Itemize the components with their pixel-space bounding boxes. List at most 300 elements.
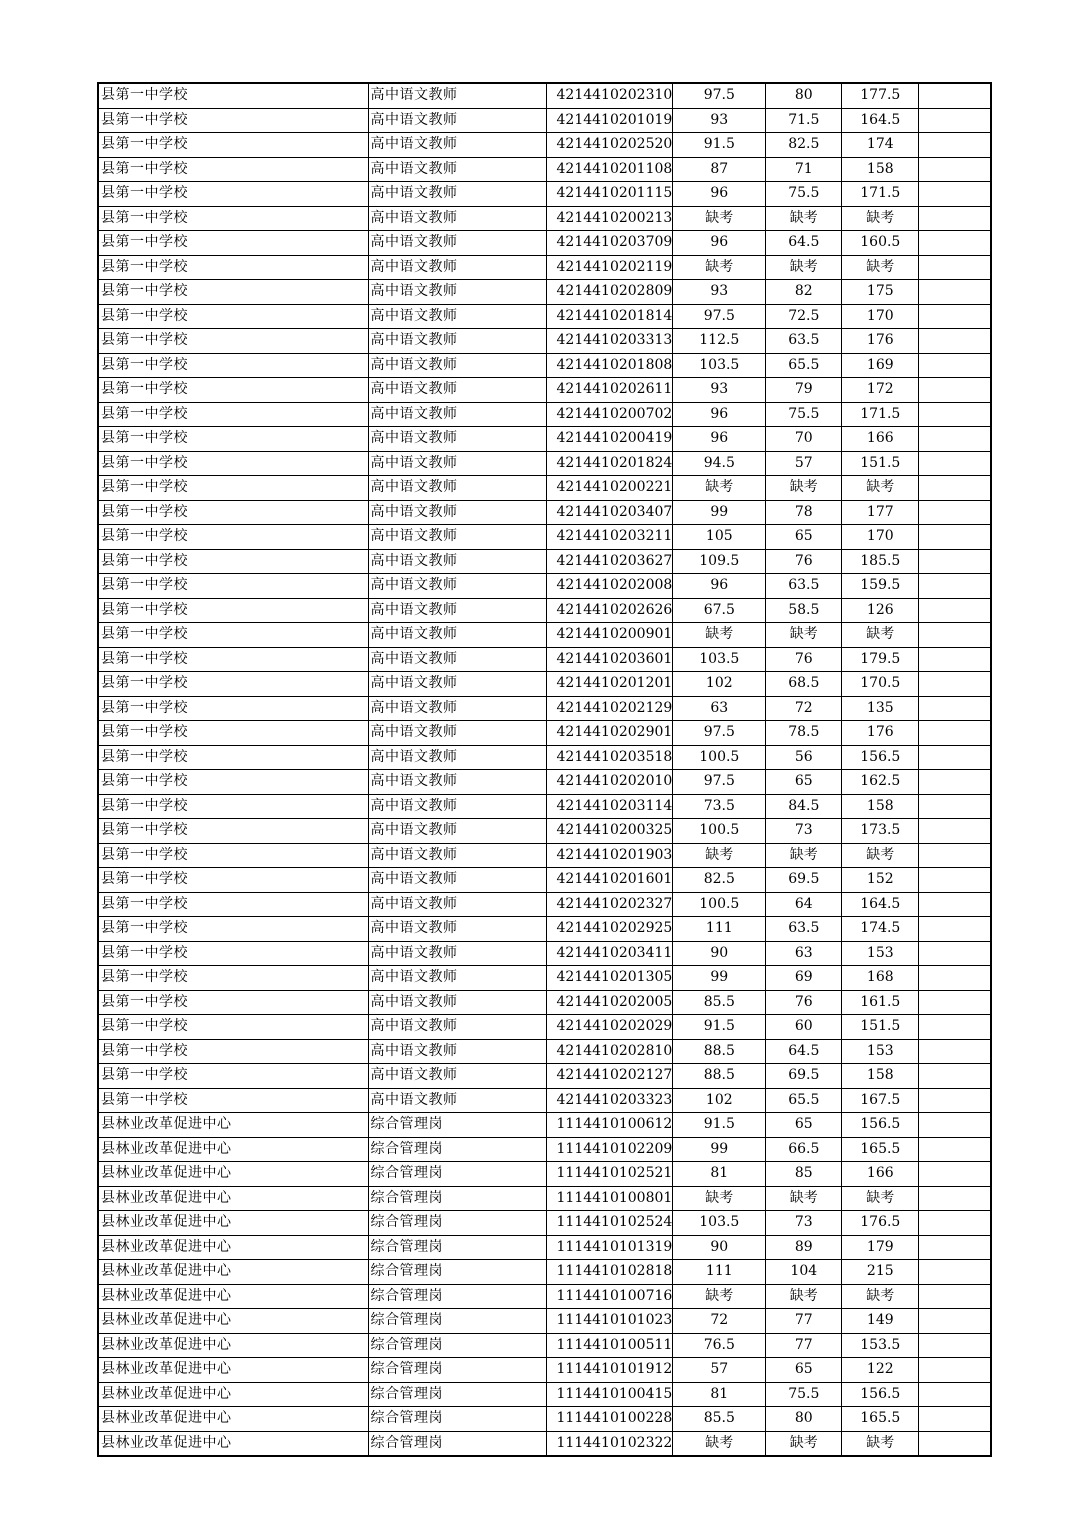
unit-cell: 县第一中学校	[98, 745, 368, 770]
remark-cell	[919, 1235, 991, 1260]
position-cell: 高中语文教师	[368, 231, 546, 256]
table-row	[98, 353, 991, 378]
interview-score-cell: 63.5	[766, 329, 842, 354]
position-cell: 高中语文教师	[368, 696, 546, 721]
unit-cell: 县第一中学校	[98, 598, 368, 623]
written-score-cell: 缺考	[673, 843, 766, 868]
table-row	[98, 1407, 991, 1432]
exam-id-cell: 1114410100801	[546, 1186, 673, 1211]
remark-cell	[919, 255, 991, 280]
remark-cell	[919, 843, 991, 868]
written-score-cell: 72	[673, 1309, 766, 1334]
position-cell: 高中语文教师	[368, 892, 546, 917]
total-score-cell: 161.5	[842, 990, 919, 1015]
remark-cell	[919, 476, 991, 501]
table-row	[98, 304, 991, 329]
interview-score-cell: 65	[766, 770, 842, 795]
remark-cell	[919, 500, 991, 525]
table-row	[98, 1260, 991, 1285]
exam-id-cell: 1114410100612	[546, 1113, 673, 1138]
total-score-cell: 170	[842, 525, 919, 550]
total-score-cell: 185.5	[842, 549, 919, 574]
total-score-cell: 缺考	[842, 1186, 919, 1211]
remark-cell	[919, 1284, 991, 1309]
exam-id-cell: 4214410203407	[546, 500, 673, 525]
exam-id-cell: 4214410200702	[546, 402, 673, 427]
interview-score-cell: 89	[766, 1235, 842, 1260]
position-cell: 高中语文教师	[368, 966, 546, 991]
position-cell: 高中语文教师	[368, 623, 546, 648]
unit-cell: 县第一中学校	[98, 157, 368, 182]
exam-id-cell: 4214410201201	[546, 672, 673, 697]
table-row	[98, 1431, 991, 1456]
exam-id-cell: 4214410203411	[546, 941, 673, 966]
table-row	[98, 549, 991, 574]
remark-cell	[919, 1039, 991, 1064]
remark-cell	[919, 1015, 991, 1040]
table-row	[98, 206, 991, 231]
remark-cell	[919, 868, 991, 893]
position-cell: 综合管理岗	[368, 1260, 546, 1285]
written-score-cell: 82.5	[673, 868, 766, 893]
remark-cell	[919, 231, 991, 256]
remark-cell	[919, 549, 991, 574]
total-score-cell: 缺考	[842, 843, 919, 868]
table-row	[98, 1382, 991, 1407]
unit-cell: 县林业改革促进中心	[98, 1113, 368, 1138]
exam-id-cell: 4214410202127	[546, 1064, 673, 1089]
position-cell: 高中语文教师	[368, 672, 546, 697]
written-score-cell: 96	[673, 427, 766, 452]
interview-score-cell: 76	[766, 990, 842, 1015]
written-score-cell: 缺考	[673, 623, 766, 648]
total-score-cell: 158	[842, 1064, 919, 1089]
unit-cell: 县第一中学校	[98, 868, 368, 893]
exam-id-cell: 4214410200325	[546, 819, 673, 844]
table-row	[98, 917, 991, 942]
total-score-cell: 153	[842, 941, 919, 966]
unit-cell: 县第一中学校	[98, 231, 368, 256]
table-row	[98, 157, 991, 182]
remark-cell	[919, 304, 991, 329]
total-score-cell: 153.5	[842, 1333, 919, 1358]
total-score-cell: 缺考	[842, 1431, 919, 1456]
written-score-cell: 93	[673, 378, 766, 403]
exam-id-cell: 1114410102209	[546, 1137, 673, 1162]
position-cell: 综合管理岗	[368, 1211, 546, 1236]
remark-cell	[919, 794, 991, 819]
written-score-cell: 缺考	[673, 1431, 766, 1456]
remark-cell	[919, 83, 991, 108]
exam-id-cell: 4214410201808	[546, 353, 673, 378]
table-row	[98, 892, 991, 917]
remark-cell	[919, 745, 991, 770]
interview-score-cell: 63.5	[766, 917, 842, 942]
table-row	[98, 500, 991, 525]
unit-cell: 县林业改革促进中心	[98, 1260, 368, 1285]
total-score-cell: 215	[842, 1260, 919, 1285]
interview-score-cell: 56	[766, 745, 842, 770]
interview-score-cell: 65	[766, 525, 842, 550]
table-row	[98, 770, 991, 795]
unit-cell: 县林业改革促进中心	[98, 1137, 368, 1162]
remark-cell	[919, 1358, 991, 1383]
remark-cell	[919, 721, 991, 746]
remark-cell	[919, 574, 991, 599]
unit-cell: 县第一中学校	[98, 892, 368, 917]
written-score-cell: 111	[673, 1260, 766, 1285]
position-cell: 综合管理岗	[368, 1407, 546, 1432]
exam-id-cell: 4214410203313	[546, 329, 673, 354]
remark-cell	[919, 427, 991, 452]
total-score-cell: 170.5	[842, 672, 919, 697]
interview-score-cell: 68.5	[766, 672, 842, 697]
written-score-cell: 99	[673, 500, 766, 525]
exam-id-cell: 1114410102521	[546, 1162, 673, 1187]
remark-cell	[919, 206, 991, 231]
interview-score-cell: 缺考	[766, 843, 842, 868]
written-score-cell: 85.5	[673, 990, 766, 1015]
interview-score-cell: 71	[766, 157, 842, 182]
position-cell: 综合管理岗	[368, 1113, 546, 1138]
table-row	[98, 83, 991, 108]
total-score-cell: 165.5	[842, 1407, 919, 1432]
total-score-cell: 177	[842, 500, 919, 525]
remark-cell	[919, 133, 991, 158]
total-score-cell: 175	[842, 280, 919, 305]
interview-score-cell: 77	[766, 1309, 842, 1334]
total-score-cell: 149	[842, 1309, 919, 1334]
unit-cell: 县林业改革促进中心	[98, 1382, 368, 1407]
written-score-cell: 87	[673, 157, 766, 182]
written-score-cell: 97.5	[673, 304, 766, 329]
unit-cell: 县第一中学校	[98, 378, 368, 403]
table-row	[98, 1039, 991, 1064]
exam-id-cell: 4214410202611	[546, 378, 673, 403]
unit-cell: 县第一中学校	[98, 280, 368, 305]
position-cell: 高中语文教师	[368, 917, 546, 942]
position-cell: 综合管理岗	[368, 1137, 546, 1162]
unit-cell: 县第一中学校	[98, 304, 368, 329]
exam-id-cell: 4214410202119	[546, 255, 673, 280]
total-score-cell: 174.5	[842, 917, 919, 942]
remark-cell	[919, 353, 991, 378]
interview-score-cell: 82	[766, 280, 842, 305]
exam-id-cell: 4214410202626	[546, 598, 673, 623]
exam-id-cell: 4214410202005	[546, 990, 673, 1015]
exam-id-cell: 4214410203627	[546, 549, 673, 574]
interview-score-cell: 76	[766, 647, 842, 672]
written-score-cell: 96	[673, 231, 766, 256]
interview-score-cell: 57	[766, 451, 842, 476]
position-cell: 高中语文教师	[368, 329, 546, 354]
exam-id-cell: 4214410201814	[546, 304, 673, 329]
exam-id-cell: 4214410201824	[546, 451, 673, 476]
written-score-cell: 缺考	[673, 1284, 766, 1309]
position-cell: 高中语文教师	[368, 598, 546, 623]
total-score-cell: 122	[842, 1358, 919, 1383]
unit-cell: 县第一中学校	[98, 353, 368, 378]
exam-id-cell: 4214410202810	[546, 1039, 673, 1064]
remark-cell	[919, 451, 991, 476]
interview-score-cell: 77	[766, 1333, 842, 1358]
remark-cell	[919, 892, 991, 917]
unit-cell: 县第一中学校	[98, 182, 368, 207]
total-score-cell: 166	[842, 1162, 919, 1187]
position-cell: 综合管理岗	[368, 1284, 546, 1309]
remark-cell	[919, 182, 991, 207]
total-score-cell: 172	[842, 378, 919, 403]
interview-score-cell: 76	[766, 549, 842, 574]
exam-id-cell: 4214410203518	[546, 745, 673, 770]
position-cell: 高中语文教师	[368, 745, 546, 770]
exam-id-cell: 4214410202925	[546, 917, 673, 942]
total-score-cell: 176.5	[842, 1211, 919, 1236]
interview-score-cell: 66.5	[766, 1137, 842, 1162]
total-score-cell: 179	[842, 1235, 919, 1260]
total-score-cell: 153	[842, 1039, 919, 1064]
exam-id-cell: 4214410202129	[546, 696, 673, 721]
exam-id-cell: 4214410200901	[546, 623, 673, 648]
unit-cell: 县第一中学校	[98, 623, 368, 648]
exam-id-cell: 1114410101319	[546, 1235, 673, 1260]
unit-cell: 县林业改革促进中心	[98, 1309, 368, 1334]
remark-cell	[919, 280, 991, 305]
position-cell: 综合管理岗	[368, 1431, 546, 1456]
total-score-cell: 171.5	[842, 182, 919, 207]
remark-cell	[919, 157, 991, 182]
unit-cell: 县第一中学校	[98, 1015, 368, 1040]
unit-cell: 县第一中学校	[98, 108, 368, 133]
remark-cell	[919, 917, 991, 942]
total-score-cell: 缺考	[842, 1284, 919, 1309]
written-score-cell: 91.5	[673, 1015, 766, 1040]
position-cell: 高中语文教师	[368, 500, 546, 525]
table-row	[98, 280, 991, 305]
remark-cell	[919, 1064, 991, 1089]
written-score-cell: 99	[673, 1137, 766, 1162]
written-score-cell: 缺考	[673, 1186, 766, 1211]
table-body	[98, 83, 991, 1456]
exam-id-cell: 4214410202901	[546, 721, 673, 746]
table-row	[98, 427, 991, 452]
total-score-cell: 158	[842, 157, 919, 182]
table-row	[98, 1186, 991, 1211]
written-score-cell: 88.5	[673, 1064, 766, 1089]
exam-id-cell: 1114410101912	[546, 1358, 673, 1383]
written-score-cell: 96	[673, 402, 766, 427]
table-row	[98, 647, 991, 672]
unit-cell: 县林业改革促进中心	[98, 1211, 368, 1236]
interview-score-cell: 80	[766, 1407, 842, 1432]
table-row	[98, 721, 991, 746]
table-row	[98, 843, 991, 868]
total-score-cell: 166	[842, 427, 919, 452]
total-score-cell: 170	[842, 304, 919, 329]
unit-cell: 县第一中学校	[98, 402, 368, 427]
table-row	[98, 1015, 991, 1040]
written-score-cell: 97.5	[673, 83, 766, 108]
written-score-cell: 57	[673, 1358, 766, 1383]
unit-cell: 县第一中学校	[98, 476, 368, 501]
remark-cell	[919, 696, 991, 721]
table-row	[98, 1064, 991, 1089]
total-score-cell: 缺考	[842, 623, 919, 648]
exam-id-cell: 4214410203323	[546, 1088, 673, 1113]
total-score-cell: 缺考	[842, 476, 919, 501]
position-cell: 高中语文教师	[368, 353, 546, 378]
interview-score-cell: 64.5	[766, 231, 842, 256]
position-cell: 综合管理岗	[368, 1333, 546, 1358]
position-cell: 高中语文教师	[368, 255, 546, 280]
total-score-cell: 151.5	[842, 1015, 919, 1040]
interview-score-cell: 缺考	[766, 206, 842, 231]
written-score-cell: 85.5	[673, 1407, 766, 1432]
written-score-cell: 105	[673, 525, 766, 550]
position-cell: 高中语文教师	[368, 843, 546, 868]
position-cell: 高中语文教师	[368, 868, 546, 893]
exam-id-cell: 4214410202520	[546, 133, 673, 158]
interview-score-cell: 71.5	[766, 108, 842, 133]
exam-id-cell: 1114410102322	[546, 1431, 673, 1456]
interview-score-cell: 64.5	[766, 1039, 842, 1064]
table-row	[98, 1088, 991, 1113]
position-cell: 高中语文教师	[368, 794, 546, 819]
exam-id-cell: 4214410201115	[546, 182, 673, 207]
remark-cell	[919, 329, 991, 354]
position-cell: 综合管理岗	[368, 1235, 546, 1260]
written-score-cell: 100.5	[673, 892, 766, 917]
written-score-cell: 103.5	[673, 1211, 766, 1236]
table-row	[98, 574, 991, 599]
table-row	[98, 745, 991, 770]
remark-cell	[919, 525, 991, 550]
exam-id-cell: 4214410201903	[546, 843, 673, 868]
written-score-cell: 67.5	[673, 598, 766, 623]
table-row	[98, 819, 991, 844]
unit-cell: 县林业改革促进中心	[98, 1235, 368, 1260]
position-cell: 高中语文教师	[368, 402, 546, 427]
interview-score-cell: 85	[766, 1162, 842, 1187]
unit-cell: 县第一中学校	[98, 672, 368, 697]
unit-cell: 县第一中学校	[98, 941, 368, 966]
interview-score-cell: 69.5	[766, 868, 842, 893]
position-cell: 综合管理岗	[368, 1309, 546, 1334]
unit-cell: 县第一中学校	[98, 549, 368, 574]
total-score-cell: 176	[842, 721, 919, 746]
unit-cell: 县第一中学校	[98, 83, 368, 108]
written-score-cell: 91.5	[673, 133, 766, 158]
table-row	[98, 182, 991, 207]
position-cell: 高中语文教师	[368, 1064, 546, 1089]
interview-score-cell: 104	[766, 1260, 842, 1285]
total-score-cell: 156.5	[842, 1382, 919, 1407]
table-row	[98, 476, 991, 501]
total-score-cell: 171.5	[842, 402, 919, 427]
interview-score-cell: 58.5	[766, 598, 842, 623]
written-score-cell: 76.5	[673, 1333, 766, 1358]
unit-cell: 县林业改革促进中心	[98, 1162, 368, 1187]
position-cell: 高中语文教师	[368, 83, 546, 108]
interview-score-cell: 69.5	[766, 1064, 842, 1089]
written-score-cell: 94.5	[673, 451, 766, 476]
position-cell: 高中语文教师	[368, 770, 546, 795]
interview-score-cell: 72.5	[766, 304, 842, 329]
total-score-cell: 缺考	[842, 255, 919, 280]
total-score-cell: 156.5	[842, 1113, 919, 1138]
interview-score-cell: 73	[766, 819, 842, 844]
exam-id-cell: 4214410202010	[546, 770, 673, 795]
interview-score-cell: 84.5	[766, 794, 842, 819]
position-cell: 综合管理岗	[368, 1358, 546, 1383]
remark-cell	[919, 108, 991, 133]
written-score-cell: 93	[673, 108, 766, 133]
written-score-cell: 99	[673, 966, 766, 991]
remark-cell	[919, 402, 991, 427]
position-cell: 高中语文教师	[368, 206, 546, 231]
interview-score-cell: 63.5	[766, 574, 842, 599]
written-score-cell: 93	[673, 280, 766, 305]
remark-cell	[919, 1211, 991, 1236]
unit-cell: 县林业改革促进中心	[98, 1407, 368, 1432]
unit-cell: 县第一中学校	[98, 574, 368, 599]
unit-cell: 县第一中学校	[98, 500, 368, 525]
unit-cell: 县第一中学校	[98, 770, 368, 795]
position-cell: 高中语文教师	[368, 476, 546, 501]
table-row	[98, 868, 991, 893]
position-cell: 高中语文教师	[368, 574, 546, 599]
table-row	[98, 794, 991, 819]
position-cell: 高中语文教师	[368, 647, 546, 672]
remark-cell	[919, 1382, 991, 1407]
interview-score-cell: 65	[766, 1358, 842, 1383]
position-cell: 高中语文教师	[368, 990, 546, 1015]
total-score-cell: 162.5	[842, 770, 919, 795]
remark-cell	[919, 1137, 991, 1162]
unit-cell: 县第一中学校	[98, 696, 368, 721]
interview-score-cell: 78	[766, 500, 842, 525]
unit-cell: 县林业改革促进中心	[98, 1333, 368, 1358]
written-score-cell: 102	[673, 1088, 766, 1113]
interview-score-cell: 79	[766, 378, 842, 403]
interview-score-cell: 63	[766, 941, 842, 966]
interview-score-cell: 75.5	[766, 182, 842, 207]
exam-id-cell: 4214410202008	[546, 574, 673, 599]
position-cell: 高中语文教师	[368, 451, 546, 476]
total-score-cell: 176	[842, 329, 919, 354]
exam-id-cell: 1114410101023	[546, 1309, 673, 1334]
position-cell: 高中语文教师	[368, 280, 546, 305]
interview-score-cell: 70	[766, 427, 842, 452]
remark-cell	[919, 598, 991, 623]
unit-cell: 县第一中学校	[98, 794, 368, 819]
table-row	[98, 966, 991, 991]
total-score-cell: 159.5	[842, 574, 919, 599]
total-score-cell: 165.5	[842, 1137, 919, 1162]
position-cell: 高中语文教师	[368, 378, 546, 403]
written-score-cell: 缺考	[673, 476, 766, 501]
remark-cell	[919, 770, 991, 795]
total-score-cell: 缺考	[842, 206, 919, 231]
interview-score-cell: 80	[766, 83, 842, 108]
remark-cell	[919, 1113, 991, 1138]
interview-score-cell: 缺考	[766, 1431, 842, 1456]
position-cell: 综合管理岗	[368, 1162, 546, 1187]
interview-score-cell: 65	[766, 1113, 842, 1138]
interview-score-cell: 缺考	[766, 1284, 842, 1309]
interview-score-cell: 缺考	[766, 1186, 842, 1211]
position-cell: 高中语文教师	[368, 133, 546, 158]
